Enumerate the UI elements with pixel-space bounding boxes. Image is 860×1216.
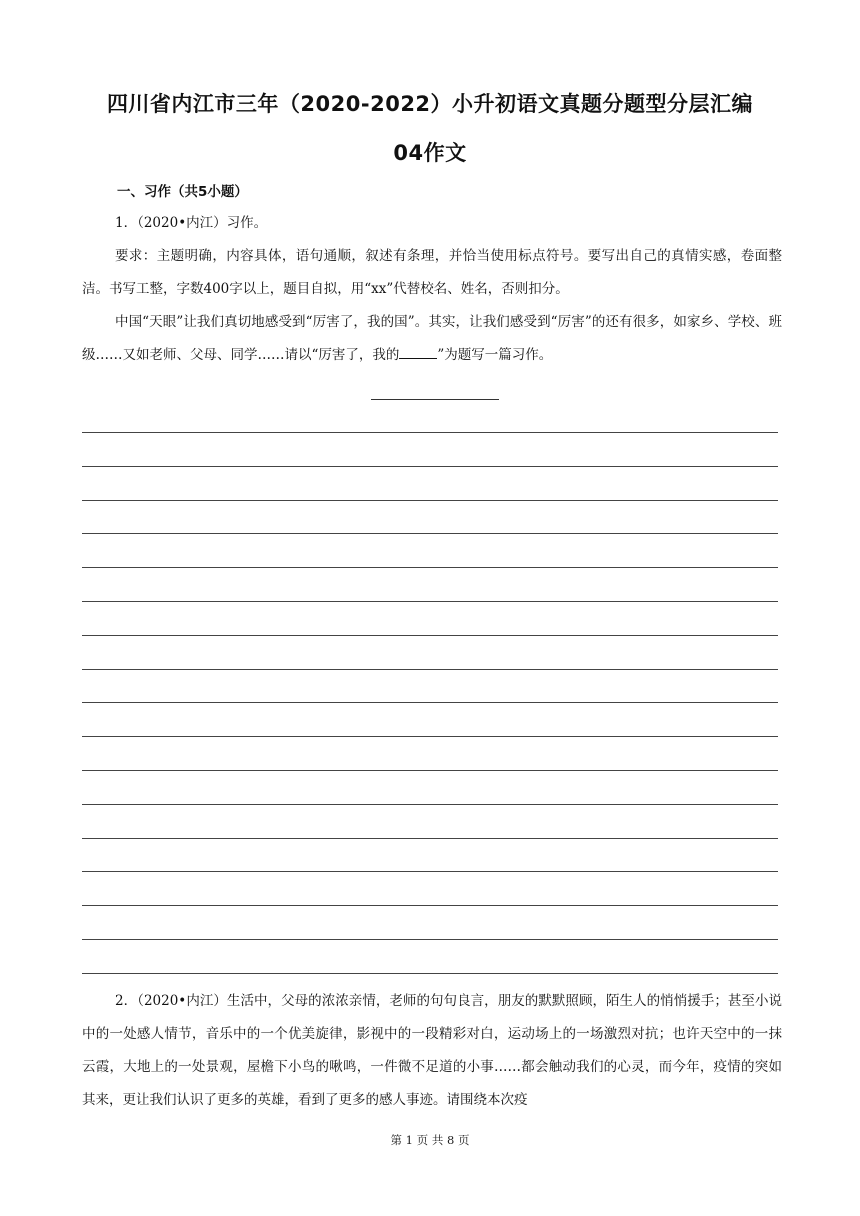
writing-line (82, 500, 778, 534)
writing-line (82, 939, 778, 973)
essay-title-line (371, 399, 499, 400)
section-heading: 一、习作（共5小题） (117, 184, 248, 200)
writing-line (82, 601, 778, 635)
writing-line (82, 533, 778, 567)
writing-line (82, 871, 778, 905)
writing-line (82, 432, 778, 466)
page-footer: 第 1 页 共 8 页 (390, 1133, 470, 1147)
writing-line (82, 669, 778, 703)
writing-line (82, 635, 778, 669)
writing-line (82, 567, 778, 601)
writing-line (82, 702, 778, 736)
writing-line (82, 804, 778, 838)
question-1-header: 1．（2020•内江）习作。 (115, 215, 268, 231)
question-1-requirement: 要求：主题明确，内容具体，语句通顺，叙述有条理，并恰当使用标点符号。要写出自己的真情实感，卷面整洁。书写工整，字数400字以上，题目自拟，用“xx”代替校名、姓名，否则扣分。 (82, 248, 782, 297)
writing-line (82, 736, 778, 770)
writing-line (82, 770, 778, 804)
writing-lines (82, 432, 778, 974)
question-2-text: 2．（2020•内江）生活中，父母的浓浓亲情，老师的句句良言，朋友的默默照顾，陌生人的悄悄援手；甚至小说中的一处感人情节，音乐中的一个优美旋律，影视中的一段精彩对白，运动场上的一场激烈对抗；也许天空中的一抹云霞，大地上的一处景观，屋檐下小鸟的啾鸣，一件微不足道的小事……都会触动我们的心灵，而今年，疫情的突如其来，更让我们认识了更多的英雄，看到了更多的感人事迹。请围绕本次疫 (82, 993, 782, 1108)
title-blank (399, 345, 437, 360)
document-title: 四川省内江市三年（2020-2022）小升初语文真题分题型分层汇编 (106, 92, 754, 116)
writing-line (82, 973, 778, 974)
writing-line (82, 838, 778, 872)
question-1-material-end: ”为题写一篇习作。 (437, 347, 553, 363)
question-1-material-text: 中国“天眼”让我们真切地感受到“厉害了，我的国”。其实，让我们感受到“厉害”的还有很多，如家乡、学校、班级……又如老师、父母、同学……请以“厉害了，我的 (82, 314, 782, 363)
question-1-material (82, 306, 782, 372)
writing-line (82, 905, 778, 939)
document-subtitle: 04作文 (393, 141, 467, 165)
writing-line (82, 466, 778, 500)
